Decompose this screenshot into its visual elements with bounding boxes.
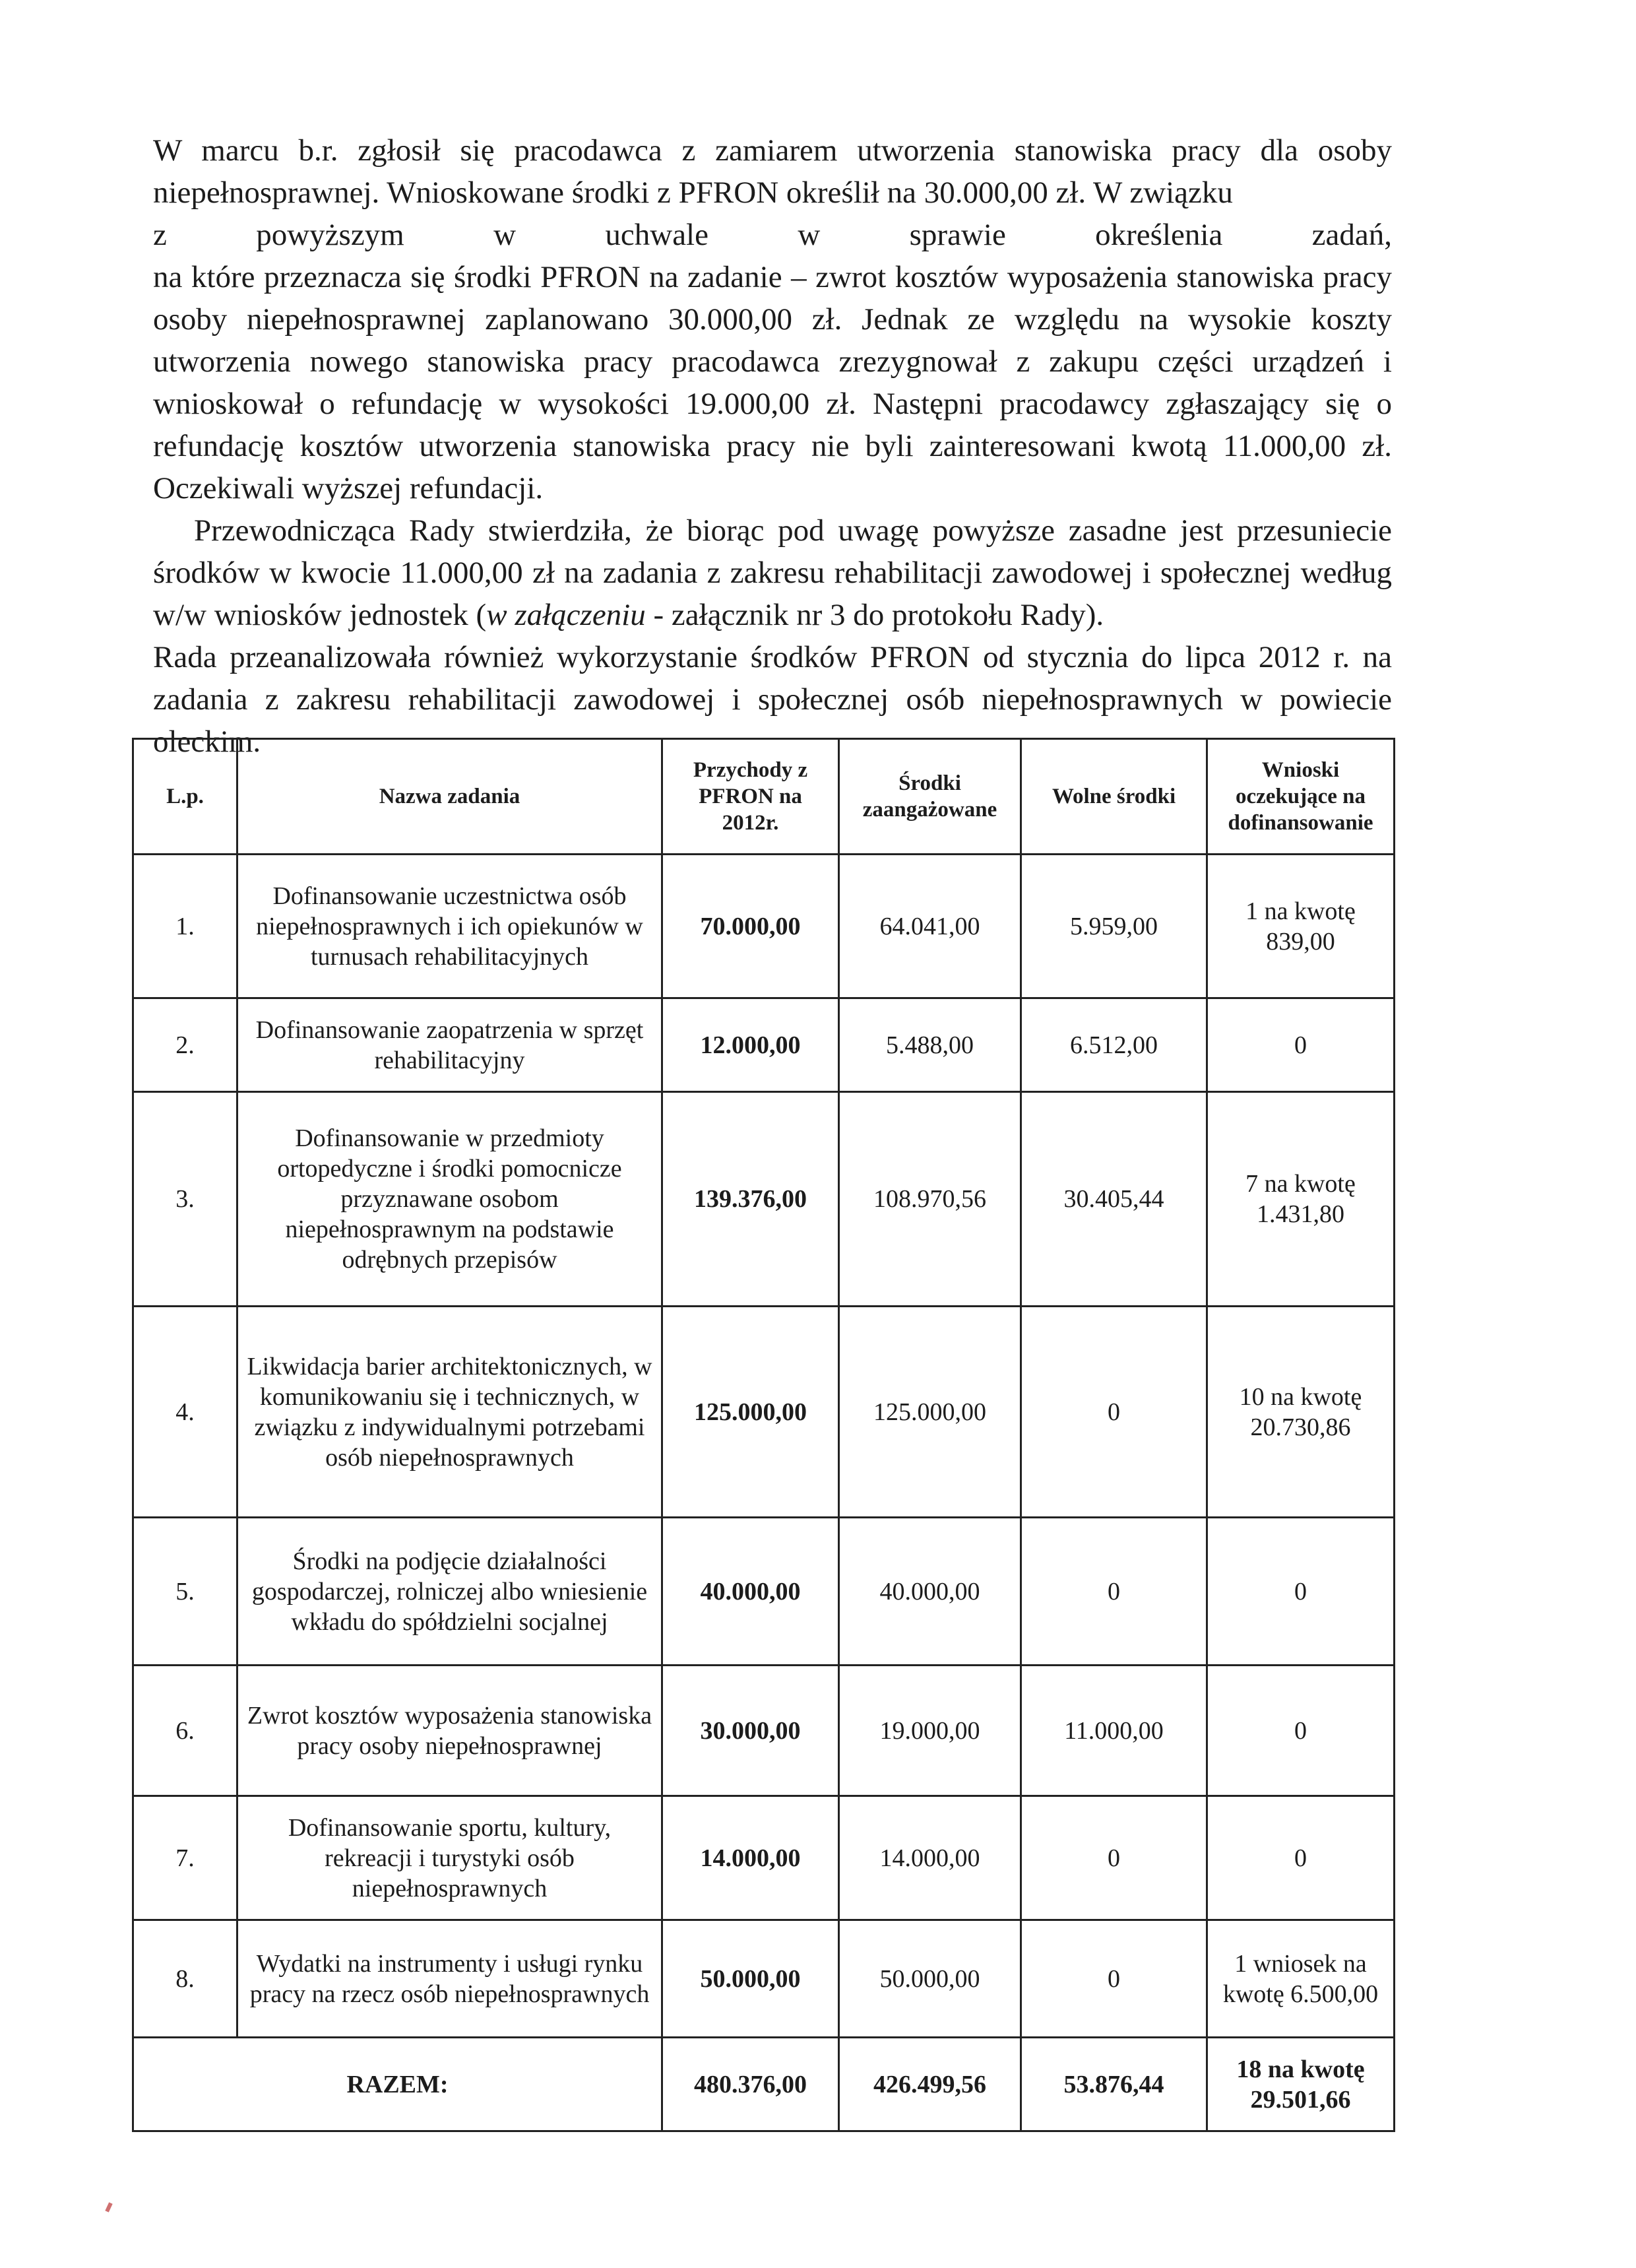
paragraph-1-rest: na które przeznacza się środki PFRON na zadanie – zwrot kosztów wyposażenia stanowiska pracy osoby niepełnosprawnej zaplanowano 30.000,00 zł. Jednak ze względu na wysokie koszty utworzenia nowego stanowiska pracy pracodawca zrezygnował z zakupu części urządzeń i wnioskował o refundację w wysokości 19.000,00 zł. Następni pracodawcy zgłaszający się o refundację kosztów utworzenia stanowiska pracy nie byli zainteresowani kwotą 11.000,00 zł. Oczekiwali wyższej refundacji.	[153, 260, 1392, 505]
cell-requests: 0	[1207, 1796, 1395, 1920]
cell-committed: 40.000,00	[839, 1518, 1021, 1666]
total-free: 53.876,44	[1021, 2038, 1207, 2131]
cell-committed: 108.970,56	[839, 1092, 1021, 1307]
cell-lp: 5.	[133, 1518, 237, 1666]
table-row	[133, 855, 1395, 998]
paragraph-2-italic: w załączeniu	[486, 598, 646, 632]
cell-requests: 10 na kwotę 20.730,86	[1207, 1307, 1395, 1518]
cell-income: 30.000,00	[662, 1666, 839, 1796]
cell-income: 40.000,00	[662, 1518, 839, 1666]
cell-free: 0	[1021, 1920, 1207, 2038]
cell-free: 0	[1021, 1307, 1207, 1518]
cell-committed: 50.000,00	[839, 1920, 1021, 2038]
table-row	[133, 998, 1395, 1092]
cell-free: 11.000,00	[1021, 1666, 1207, 1796]
table-row	[133, 1518, 1395, 1666]
cell-free: 0	[1021, 1796, 1207, 1920]
cell-lp: 7.	[133, 1796, 237, 1920]
paragraph-1-line-2: z powyższym w uchwale w sprawie określenia zadań,	[153, 218, 1392, 252]
total-committed: 426.499,56	[839, 2038, 1021, 2131]
header-lp: L.p.	[133, 739, 237, 855]
cell-income: 14.000,00	[662, 1796, 839, 1920]
cell-name: Dofinansowanie zaopatrzenia w sprzęt rehabilitacyjny	[237, 998, 662, 1092]
cell-name: Likwidacja barier architektonicznych, w komunikowaniu się i technicznych, w związku z indywidualnymi potrzebami osób niepełnosprawnych	[237, 1307, 662, 1518]
header-free: Wolne środki	[1021, 739, 1207, 855]
cell-income: 50.000,00	[662, 1920, 839, 2038]
cell-name: Dofinansowanie w przedmioty ortopedyczne i środki pomocnicze przyznawane osobom niepełnosprawnym na podstawie odrębnych przepisów	[237, 1092, 662, 1307]
paragraph-3: Rada przeanalizowała również wykorzystanie środków PFRON od stycznia do lipca 2012 r. na zadania z zakresu rehabilitacji zawodowej i społecznej osób niepełnosprawnych w powiecie oleckim.	[153, 640, 1392, 759]
cell-income: 70.000,00	[662, 855, 839, 998]
total-requests: 18 na kwotę 29.501,66	[1207, 2038, 1395, 2131]
cell-income: 139.376,00	[662, 1092, 839, 1307]
cell-lp: 1.	[133, 855, 237, 998]
header-name: Nazwa zadania	[237, 739, 662, 855]
paragraph-1-line-1: W marcu b.r. zgłosił się pracodawca z zamiarem utworzenia stanowiska pracy dla osoby niepełnosprawnej. Wnioskowane środki z PFRON określił na 30.000,00 zł. W związku	[153, 133, 1392, 210]
cell-requests: 7 na kwotę 1.431,80	[1207, 1092, 1395, 1307]
cell-lp: 3.	[133, 1092, 237, 1307]
total-label: RAZEM:	[133, 2038, 662, 2131]
table-header-row	[133, 739, 1395, 855]
cell-requests: 1 na kwotę 839,00	[1207, 855, 1395, 998]
cell-name: Dofinansowanie sportu, kultury, rekreacji i turystyki osób niepełnosprawnych	[237, 1796, 662, 1920]
cell-free: 6.512,00	[1021, 998, 1207, 1092]
cell-name: Zwrot kosztów wyposażenia stanowiska pracy osoby niepełnosprawnej	[237, 1666, 662, 1796]
cell-lp: 6.	[133, 1666, 237, 1796]
cell-requests: 0	[1207, 998, 1395, 1092]
table-row	[133, 1796, 1395, 1920]
cell-name: Środki na podjęcie działalności gospodarczej, rolniczej albo wniesienie wkładu do spółdzielni socjalnej	[237, 1518, 662, 1666]
cell-free: 5.959,00	[1021, 855, 1207, 998]
cell-income: 12.000,00	[662, 998, 839, 1092]
cell-free: 0	[1021, 1518, 1207, 1666]
cell-income: 125.000,00	[662, 1307, 839, 1518]
cell-committed: 19.000,00	[839, 1666, 1021, 1796]
cell-name: Wydatki na instrumenty i usługi rynku pracy na rzecz osób niepełnosprawnych	[237, 1920, 662, 2038]
body-text	[153, 129, 1392, 763]
cell-committed: 125.000,00	[839, 1307, 1021, 1518]
cell-free: 30.405,44	[1021, 1092, 1207, 1307]
table-row	[133, 1092, 1395, 1307]
table-total-row	[133, 2038, 1395, 2131]
table-row	[133, 1307, 1395, 1518]
table-row	[133, 1666, 1395, 1796]
cell-committed: 14.000,00	[839, 1796, 1021, 1920]
table-row	[133, 1920, 1395, 2038]
stray-pen-mark	[105, 2202, 112, 2212]
cell-committed: 5.488,00	[839, 998, 1021, 1092]
pfron-table	[132, 738, 1395, 2132]
paragraph-2	[153, 509, 1392, 636]
header-income: Przychody z PFRON na 2012r.	[662, 739, 839, 855]
total-income: 480.376,00	[662, 2038, 839, 2131]
cell-name: Dofinansowanie uczestnictwa osób niepełnosprawnych i ich opiekunów w turnusach rehabilitacyjnych	[237, 855, 662, 998]
cell-lp: 4.	[133, 1307, 237, 1518]
cell-lp: 8.	[133, 1920, 237, 2038]
header-committed: Środki zaangażowane	[839, 739, 1021, 855]
paragraph-2-start: Przewodnicząca Rady stwierdziła, że biorąc pod uwagę powyższe zasadne jest przesuniecie środków w kwocie 11.000,00 zł na zadania z zakresu rehabilitacji zawodowej i społecznej według w/w wniosków jednostek (	[153, 513, 1392, 632]
cell-requests: 0	[1207, 1518, 1395, 1666]
cell-requests: 0	[1207, 1666, 1395, 1796]
cell-committed: 64.041,00	[839, 855, 1021, 998]
paragraph-2-end: - załącznik nr 3 do protokołu Rady).	[645, 598, 1104, 632]
cell-lp: 2.	[133, 998, 237, 1092]
cell-requests: 1 wniosek na kwotę 6.500,00	[1207, 1920, 1395, 2038]
header-requests: Wnioski oczekujące na dofinansowanie	[1207, 739, 1395, 855]
